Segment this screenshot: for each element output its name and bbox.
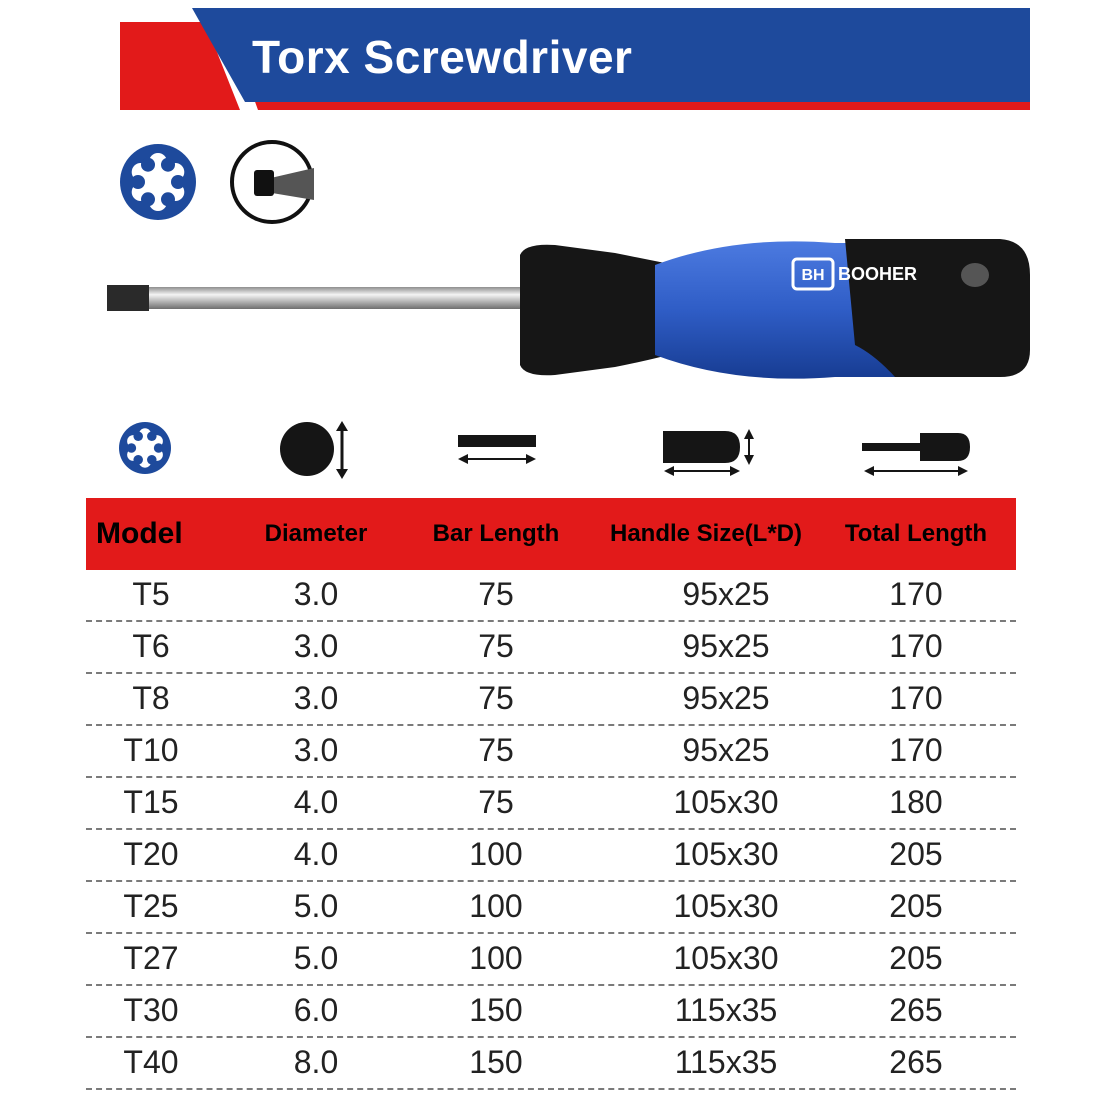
spec-table bbox=[86, 570, 1016, 1090]
table-row bbox=[86, 986, 1016, 1038]
brand-logo-mark: BH bbox=[801, 267, 825, 284]
handle-size-icon bbox=[663, 429, 754, 476]
cell-bar-length: 100 bbox=[469, 940, 523, 976]
cell-handle-size: 95x25 bbox=[682, 680, 770, 716]
diameter-icon bbox=[280, 421, 348, 479]
cell-model: T25 bbox=[123, 888, 179, 924]
cell-bar-length: 75 bbox=[478, 680, 514, 716]
cell-total-length: 205 bbox=[889, 940, 943, 976]
torx-star-icon bbox=[119, 422, 171, 474]
cell-bar-length: 100 bbox=[469, 836, 523, 872]
cell-diameter: 4.0 bbox=[293, 784, 339, 820]
cell-total-length: 170 bbox=[889, 680, 943, 716]
header-diameter: Diameter bbox=[264, 520, 368, 547]
table-header bbox=[86, 498, 1016, 570]
cell-model: T10 bbox=[123, 732, 179, 768]
cell-handle-size: 105x30 bbox=[673, 940, 779, 976]
cell-handle-size: 105x30 bbox=[673, 888, 779, 924]
bar-length-icon bbox=[458, 435, 536, 464]
cell-total-length: 170 bbox=[889, 576, 943, 612]
header-total-length: Total Length bbox=[844, 520, 988, 547]
cell-diameter: 3.0 bbox=[293, 680, 339, 716]
cell-diameter: 3.0 bbox=[293, 732, 339, 768]
cell-bar-length: 150 bbox=[469, 1044, 523, 1080]
total-length-icon bbox=[862, 433, 970, 476]
cell-total-length: 265 bbox=[889, 992, 943, 1028]
cell-model: T15 bbox=[123, 784, 179, 820]
cell-model: T8 bbox=[132, 680, 170, 716]
table-row bbox=[86, 622, 1016, 674]
title-banner bbox=[0, 0, 1100, 120]
cell-diameter: 5.0 bbox=[293, 940, 339, 976]
cell-bar-length: 75 bbox=[478, 784, 514, 820]
cell-model: T6 bbox=[132, 628, 170, 664]
cell-bar-length: 75 bbox=[478, 576, 514, 612]
cell-total-length: 170 bbox=[889, 628, 943, 664]
cell-handle-size: 95x25 bbox=[682, 628, 770, 664]
torx-tip-closeup-icon bbox=[222, 140, 342, 240]
table-row bbox=[86, 778, 1016, 830]
header-bar-length: Bar Length bbox=[432, 520, 560, 547]
cell-diameter: 4.0 bbox=[293, 836, 339, 872]
header-handle-size: Handle Size(L*D) bbox=[609, 520, 803, 547]
spec-icon-row bbox=[0, 415, 1100, 485]
cell-total-length: 180 bbox=[889, 784, 943, 820]
cell-handle-size: 105x30 bbox=[673, 784, 779, 820]
cell-total-length: 205 bbox=[889, 888, 943, 924]
handle-front bbox=[520, 245, 675, 376]
cell-handle-size: 95x25 bbox=[682, 732, 770, 768]
cell-total-length: 265 bbox=[889, 1044, 943, 1080]
table-row bbox=[86, 1038, 1016, 1090]
cell-model: T5 bbox=[132, 576, 170, 612]
cell-total-length: 170 bbox=[889, 732, 943, 768]
table-row bbox=[86, 570, 1016, 622]
cell-bar-length: 75 bbox=[478, 732, 514, 768]
hang-hole bbox=[961, 263, 989, 287]
cell-handle-size: 115x35 bbox=[674, 992, 778, 1028]
cell-model: T20 bbox=[123, 836, 179, 872]
table-row bbox=[86, 934, 1016, 986]
screwdriver-illustration bbox=[95, 235, 1055, 385]
cell-diameter: 3.0 bbox=[293, 628, 339, 664]
table-row bbox=[86, 882, 1016, 934]
top-icon-row bbox=[0, 140, 1100, 240]
cell-diameter: 3.0 bbox=[293, 576, 339, 612]
brand-name: BOOHER bbox=[838, 264, 918, 284]
cell-bar-length: 100 bbox=[469, 888, 523, 924]
cell-handle-size: 115x35 bbox=[674, 1044, 778, 1080]
table-row bbox=[86, 830, 1016, 882]
torx-tip bbox=[107, 285, 149, 311]
page-title: Torx Screwdriver bbox=[252, 31, 633, 83]
cell-total-length: 205 bbox=[889, 836, 943, 872]
cell-bar-length: 150 bbox=[469, 992, 523, 1028]
cell-diameter: 8.0 bbox=[293, 1044, 339, 1080]
cell-handle-size: 105x30 bbox=[673, 836, 779, 872]
table-row bbox=[86, 726, 1016, 778]
cell-model: T40 bbox=[123, 1044, 179, 1080]
table-row bbox=[86, 674, 1016, 726]
header-model: Model bbox=[96, 517, 183, 550]
cell-diameter: 6.0 bbox=[293, 992, 339, 1028]
cell-model: T27 bbox=[123, 940, 179, 976]
shaft bbox=[107, 287, 527, 309]
cell-bar-length: 75 bbox=[478, 628, 514, 664]
cell-model: T30 bbox=[123, 992, 179, 1028]
cell-diameter: 5.0 bbox=[293, 888, 339, 924]
cell-handle-size: 95x25 bbox=[682, 576, 770, 612]
